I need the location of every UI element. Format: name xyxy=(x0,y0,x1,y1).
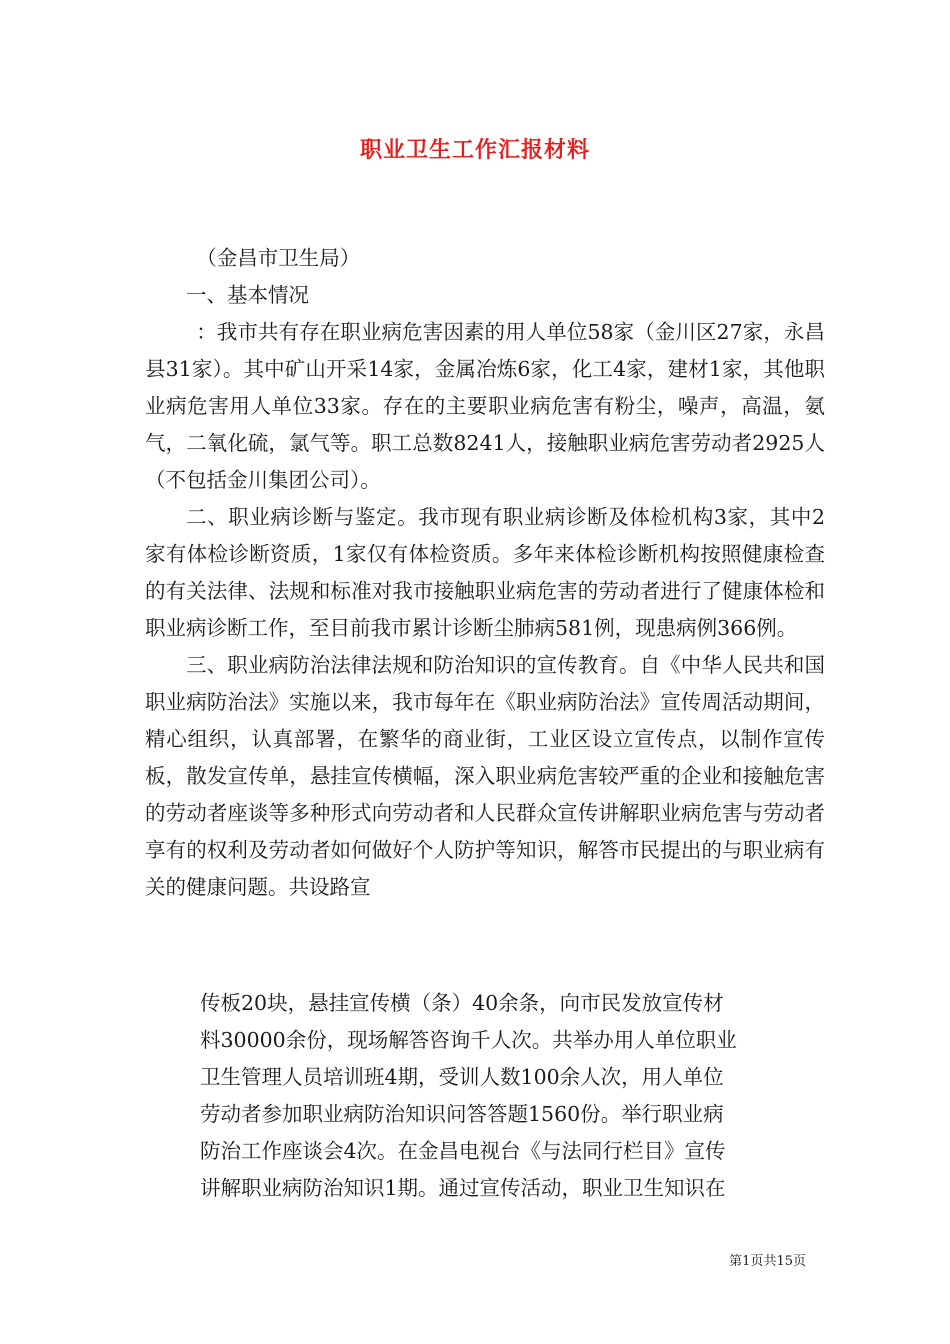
block-line: 料30000余份，现场解答咨询千人次。共举办用人单位职业 xyxy=(200,1028,737,1052)
block-line: 防治工作座谈会4次。在金昌电视台《与法同行栏目》宣传 xyxy=(200,1139,726,1163)
section-heading-basic-situation: 一、基本情况 xyxy=(186,283,309,307)
document-body xyxy=(145,240,825,906)
issuing-organization: （金昌市卫生局） xyxy=(196,246,361,270)
paragraph-publicity: 三、职业病防治法律法规和防治知识的宣传教育。自《中华人民共和国职业病防治法》实施以来，我市每年在《职业病防治法》宣传周活动期间，精心组织，认真部署，在繁华的商业街，工业区设立宣传点，以制作宣传板，散发宣传单，悬挂宣传横幅，深入职业病危害较严重的企业和接触危害的劳动者座谈等多种形式向劳动者和人民群众宣传讲解职业病危害与劳动者享有的权利及劳动者如何做好个人防护等知识，解答市民提出的与职业病有关的健康问题。共设路宣 xyxy=(145,653,825,899)
block-line: 劳动者参加职业病防治知识问答答题1560份。举行职业病 xyxy=(200,1102,724,1126)
paragraph-diagnosis: 二、职业病诊断与鉴定。我市现有职业病诊断及体检机构3家，其中2家有体检诊断资质，1家仅有体检资质。多年来体检诊断机构按照健康检查的有关法律、法规和标准对我市接触职业病危害的劳动者进行了健康体检和职业病诊断工作，至目前我市累计诊断尘肺病581例，现患病例366例。 xyxy=(145,505,825,640)
block-line: 传板20块，悬挂宣传横（条）40余条，向市民发放宣传材 xyxy=(200,991,724,1015)
block-line: 讲解职业病防治知识1期。通过宣传活动，职业卫生知识在 xyxy=(200,1176,726,1200)
indented-text-block xyxy=(200,985,785,1207)
page-number: 第1页共15页 xyxy=(729,1254,806,1269)
block-line: 卫生管理人员培训班4期，受训人数100余人次，用人单位 xyxy=(200,1065,724,1089)
document-title: 职业卫生工作汇报材料 xyxy=(359,137,590,163)
paragraph-basic-situation: ：我市共有存在职业病危害因素的用人单位58家（金川区27家，永昌县31家）。其中矿山开采14家，金属冶炼6家，化工4家，建材1家，其他职业病危害用人单位33家。存在的主要职业病危害有粉尘，噪声，高温，氨气，二氧化硫，氯气等。职工总数8241人，接触职业病危害劳动者2925人（不包括金川集团公司）。 xyxy=(145,320,825,492)
